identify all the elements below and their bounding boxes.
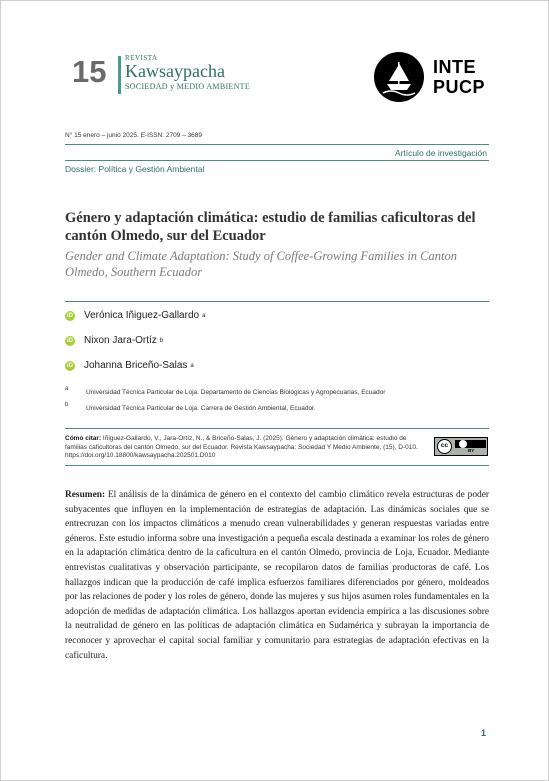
citation bbox=[65, 435, 427, 461]
abstract-label: Resumen: bbox=[65, 490, 106, 500]
orcid-icon[interactable]: iD bbox=[67, 362, 73, 369]
by-icon bbox=[459, 440, 467, 448]
author-affiliation-mark: a bbox=[190, 362, 194, 369]
orcid-icon[interactable]: iD bbox=[67, 312, 73, 319]
author-affiliation-mark: b bbox=[159, 337, 164, 344]
citation-text: Iñiguez-Gallardo, V., Jara-Ortíz, N., & Briceño-Salas, J. (2025). Género y adaptación climática: estudio de familias caficultoras del cantón Olmedo, sur del Ecuador. Revista Kawsaypacha: Sociedad Y Medio Ambiente, (15), D-010. https://doi.org/10.18800/kawsaypacha.202501.D010 bbox=[65, 435, 418, 459]
affiliation-text: Universidad Técnica Particular de Loja. Departamento de Ciencias Biológicas y Agropecuarias, Ecuador bbox=[86, 389, 386, 396]
journal-subtitle: SOCIEDAD y MEDIO AMBIENTE bbox=[125, 82, 251, 91]
journal-divider bbox=[118, 56, 121, 94]
ship-logo-icon bbox=[373, 51, 425, 103]
issue-number: 15 bbox=[72, 54, 107, 89]
logo-text-inte: INTE bbox=[433, 57, 477, 77]
journal-label: REVISTA bbox=[125, 54, 158, 62]
abstract bbox=[65, 488, 489, 663]
citation-label: Cómo citar: bbox=[65, 435, 102, 442]
dossier-label: Dossier: Política y Gestión Ambiental bbox=[65, 164, 205, 174]
article-type: Artículo de investigación bbox=[394, 148, 487, 158]
affiliation-mark: b bbox=[65, 402, 69, 408]
author-item bbox=[65, 335, 163, 346]
author-name: Verónica Iñiguez-Gallardo bbox=[84, 310, 200, 321]
author-item bbox=[65, 360, 194, 371]
article-subtitle: Gender and Climate Adaptation: Study of Coffee-Growing Families in Canton Olmedo, Southern Ecuador bbox=[65, 249, 457, 279]
cc-license-badge[interactable] bbox=[434, 437, 488, 456]
affiliation-mark: a bbox=[65, 386, 69, 392]
affiliation-text: Universidad Técnica Particular de Loja. Carrera de Gestión Ambiental, Ecuador. bbox=[86, 405, 316, 412]
author-affiliation-mark: a bbox=[202, 312, 206, 319]
logo-text-pucp: PUCP bbox=[433, 77, 486, 97]
abstract-text: El análisis de la dinámica de género en el contexto del cambio climático revela estructuras de poder subyacentes que influyen en la implementación de estrategias de adaptación. Las dinámicas sociales que se entrecruzan con los impactos climáticos a menudo crean vulnerabilidades y generan respuestas variadas entre géneros. Este estudio informa sobre una investigación a pequeña escala destinada a examinar los roles de género en la adaptación climática dentro de la caficultura en el cantón Olmedo, provincia de Loja, Ecuador. Mediante entrevistas cualitativas y observación participante, se recopilaron datos de familias productoras de café. Los hallazgos indican que la producción de café implica esfuerzos familiares diferenciados por género, moldeados por las relaciones de poder y los roles de género, donde las mujeres y sus hijos asumen roles fundamentales en la adopción de medidas de adaptación climática. Los hallazgos aportan evidencia empírica a las discusiones sobre la neutralidad de género en las políticas de adaptación climática en Sudamérica y subrayan la importancia de reconocer y aprovechar el capital social familiar y comunitario para estrategias de adaptación efectivas en la caficultura. bbox=[65, 490, 489, 661]
header-rule bbox=[65, 144, 489, 145]
citation-rule bbox=[65, 428, 489, 429]
title-rule bbox=[65, 301, 489, 302]
author-item bbox=[65, 310, 205, 321]
section-rule bbox=[65, 160, 489, 161]
citation-bottom-rule bbox=[65, 465, 489, 466]
issue-info: N° 15 enero – junio 2025. E-ISSN: 2709 – 3689 bbox=[65, 132, 203, 139]
page-number: 1 bbox=[480, 728, 486, 738]
cc-icon: cc bbox=[437, 439, 452, 454]
author-name: Nixon Jara-Ortíz bbox=[84, 335, 157, 346]
orcid-icon[interactable]: iD bbox=[67, 337, 73, 344]
journal-name: Kawsaypacha bbox=[125, 61, 225, 81]
author-name: Johanna Briceño-Salas bbox=[84, 360, 188, 371]
article-title: Género y adaptación climática: estudio de familias caficultoras del cantón Olmedo, sur del Ecuador bbox=[65, 210, 476, 244]
by-label: BY bbox=[468, 448, 475, 453]
